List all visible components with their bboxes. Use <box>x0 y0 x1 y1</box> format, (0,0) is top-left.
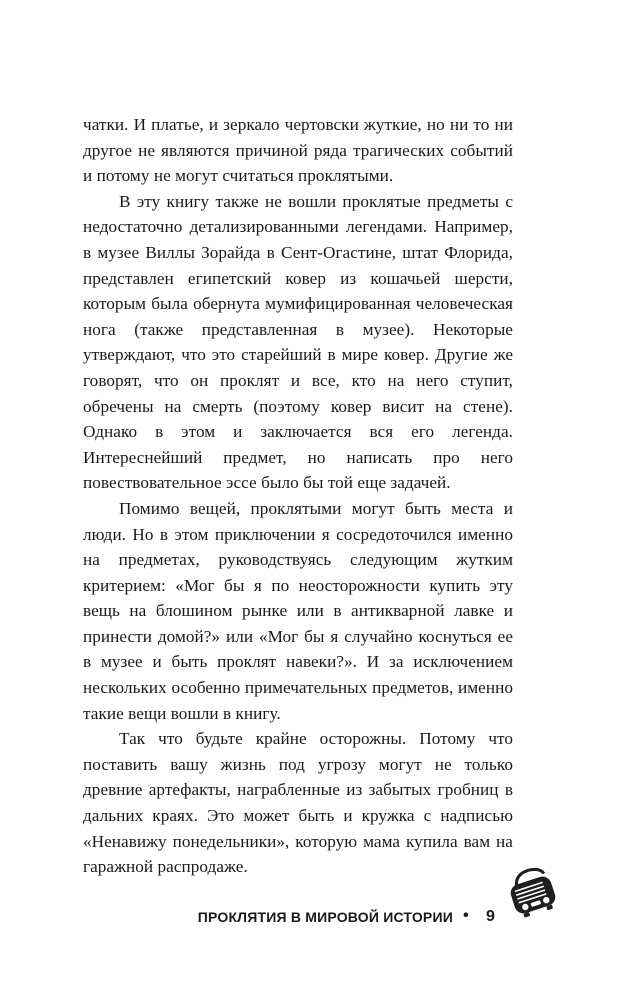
paragraph-3: Помимо вещей, проклятыми могут быть места и люди. Но в этом приключении я сосредоточился именно на предметах, руководствуясь следующим жутким критерием: «Мог бы я по неосторожности купить эту вещь на блошином рынке или в антикварной лавке и принести домой?» или «Мог бы я случайно коснуться ее в музее и быть проклят навеки?». И за исключением нескольких особенно примечательных предметов, именно такие вещи вошли в книгу. <box>83 498 513 723</box>
page-number: 9 <box>486 908 495 925</box>
paragraph-2: В эту книгу также не вошли проклятые предметы с недостаточно детализированными легендами. Например, в музее Виллы Зорайда в Сент-Огастине, штат Флорида, представлен египетский ковер из кошачьей шерсти, которым была обернута мумифицированная человеческая нога (также представленная в музее). Некоторые утверждают, что это старейший в мире ковер. Другие же говорят, что он проклят и все, кто на него ступит, обречены на смерть (поэтому ковер висит на стене). Однако в этом и заключается вся его легенда. Интереснейший предмет, но написать про него повествовательное эссе было бы той еще задачей. <box>83 191 513 493</box>
old-radio-icon <box>508 866 560 918</box>
body-text <box>83 112 513 880</box>
footer-bullet: • <box>463 907 469 924</box>
paragraph-4: Так что будьте крайне осторожны. Потому что поставить вашу жизнь под угрозу могут не только древние артефакты, награбленные из забытых гробниц в дальних краях. Это может быть и кружка с надписью «Ненавижу понедельники», которую мама купила вам на гаражной распродаже. <box>83 729 513 877</box>
paragraph-1: чатки. И платье, и зеркало чертовски жуткие, но ни то ни другое не являются причиной ряда трагических событий и потому не могут считаться проклятыми. <box>83 115 513 186</box>
running-head: ПРОКЛЯТИЯ В МИРОВОЙ ИСТОРИИ <box>197 909 453 925</box>
